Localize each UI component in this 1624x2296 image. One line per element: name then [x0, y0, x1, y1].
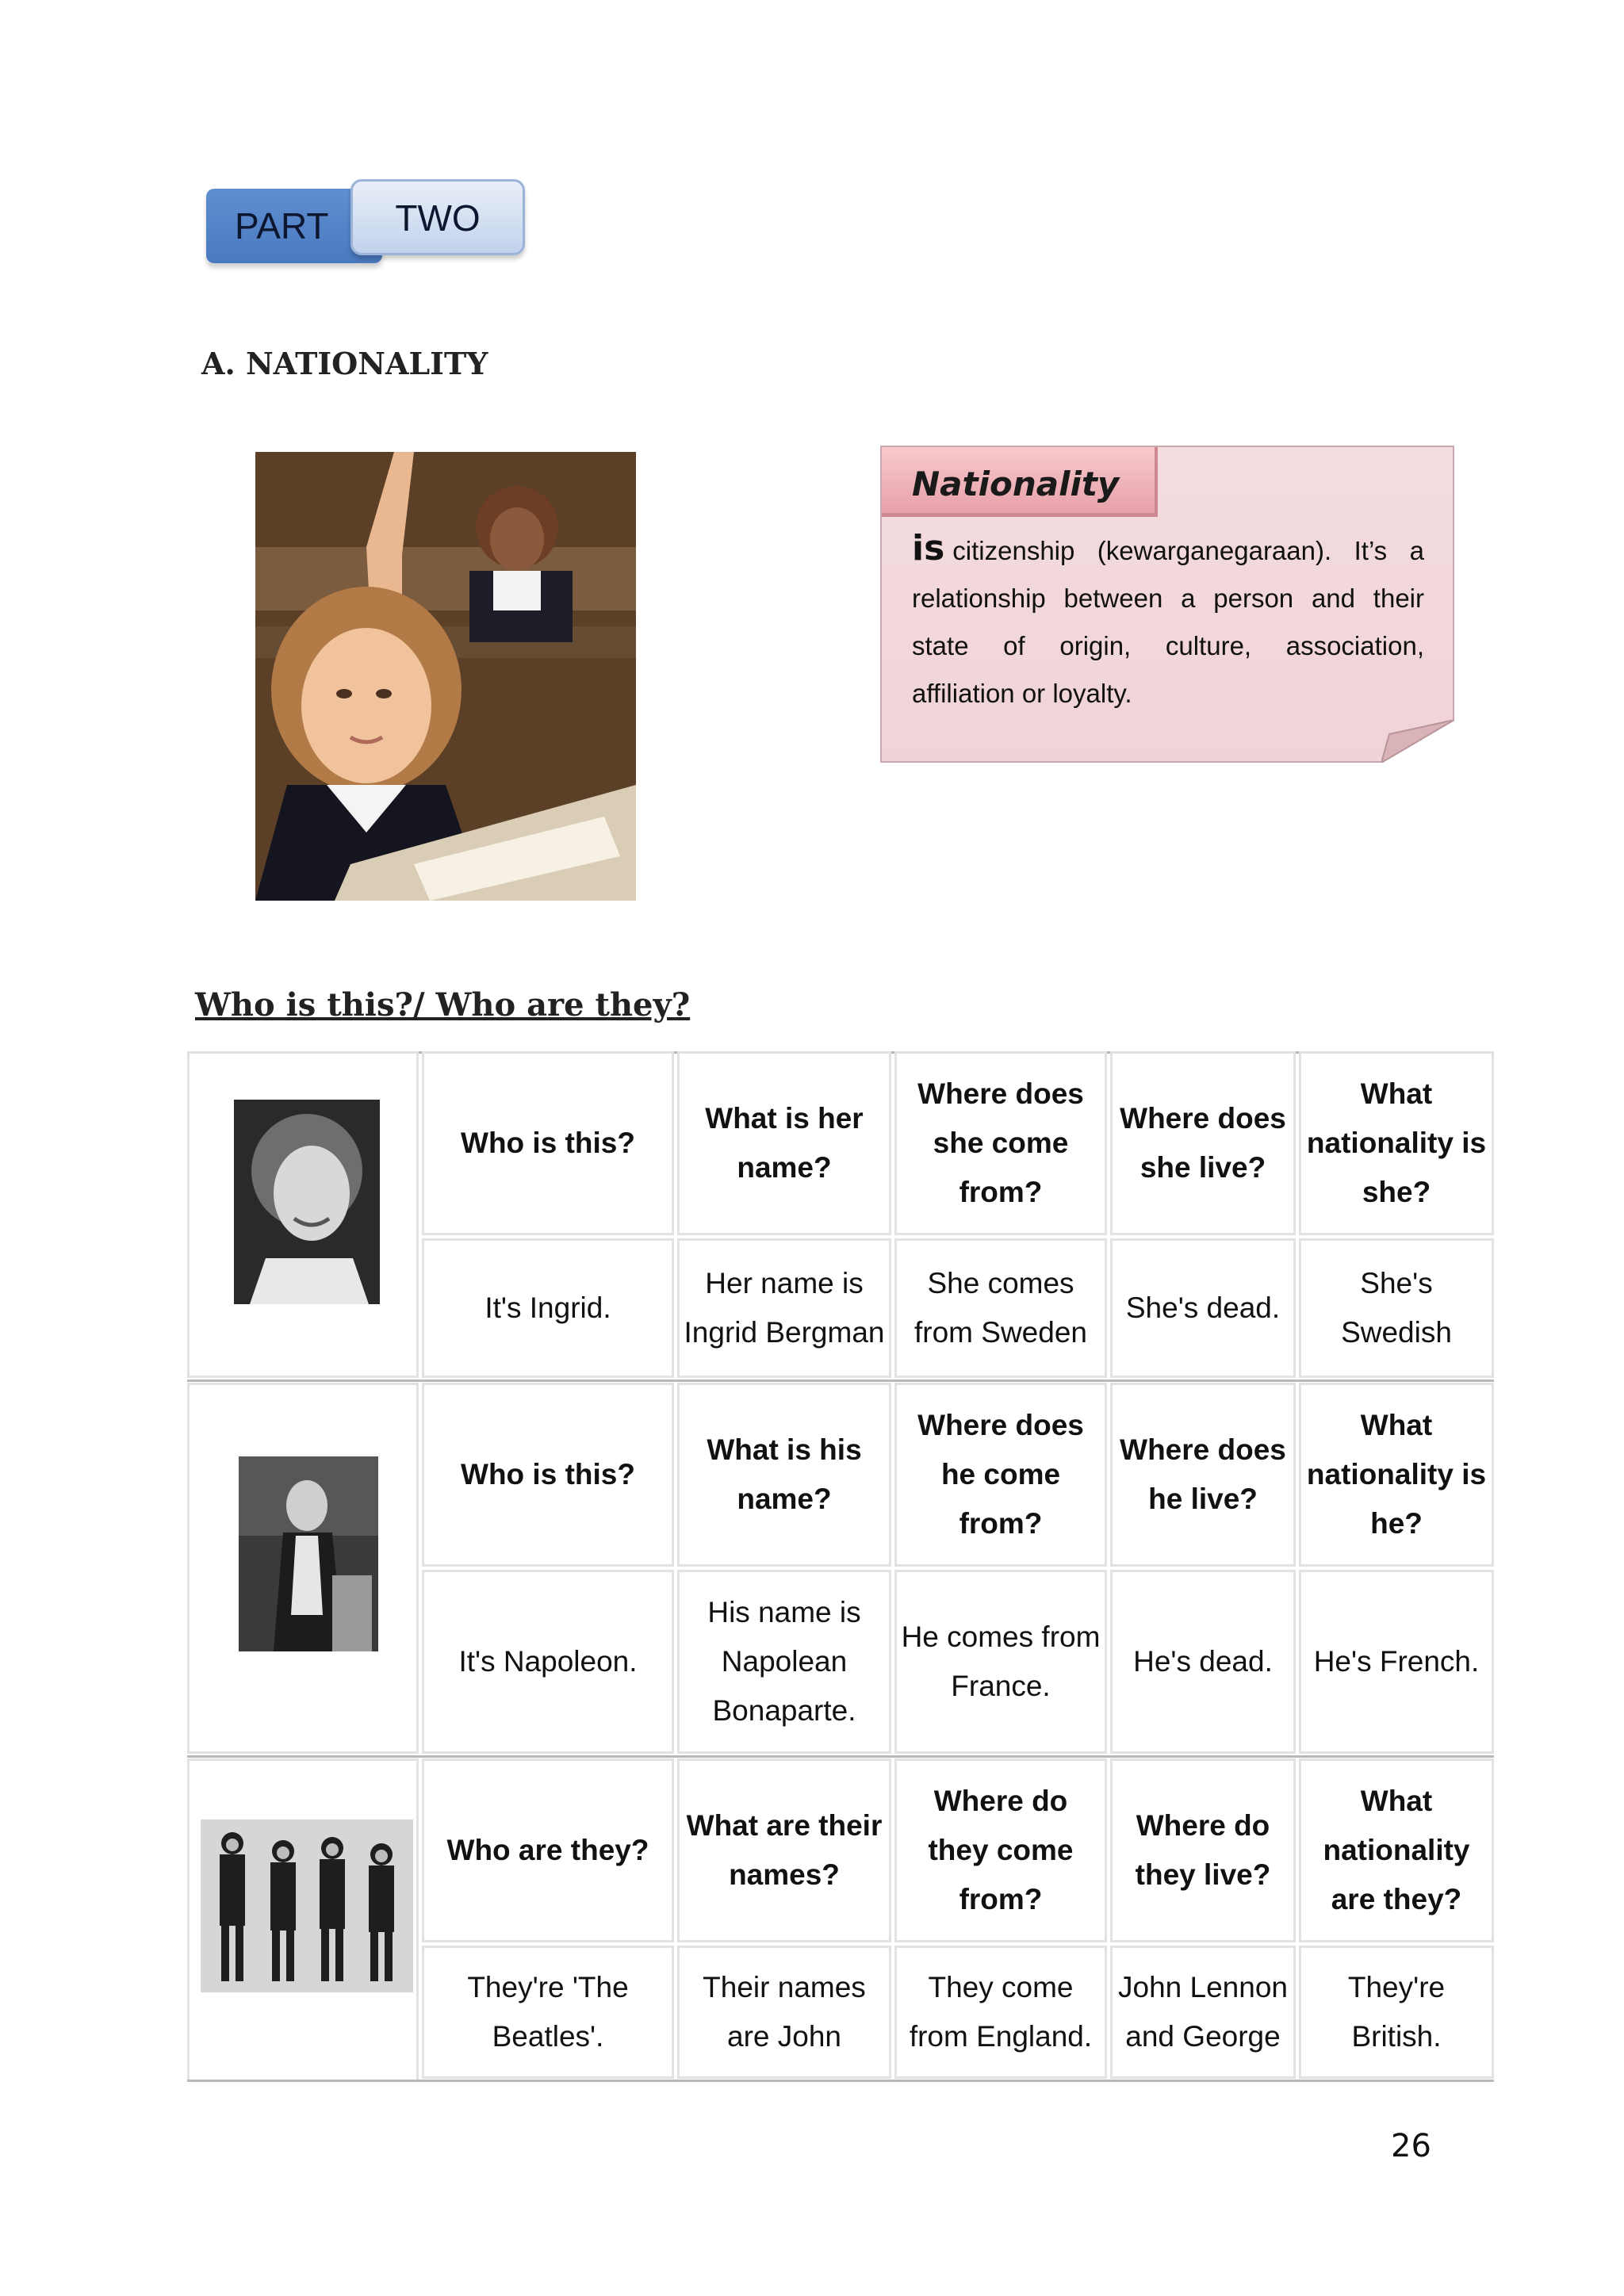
definition-is: is: [912, 528, 945, 568]
answer-cell: They come from England.: [894, 1946, 1107, 2079]
definition-tag: [882, 447, 1158, 517]
question-cell: What is his name?: [677, 1383, 891, 1567]
question-cell: What nationality are they?: [1299, 1758, 1494, 1942]
answer-cell: Her name is Ingrid Bergman: [677, 1238, 891, 1378]
row-divider: [187, 1380, 1494, 1382]
image-cell-ingrid: [187, 1051, 419, 1378]
two-label: TWO: [350, 179, 525, 255]
question-cell: What are their names?: [677, 1758, 891, 1942]
answer-cell: He's dead.: [1110, 1570, 1296, 1754]
answer-cell: They're 'The Beatles'.: [422, 1946, 674, 2079]
section-title: A. NATIONALITY: [201, 346, 488, 381]
nationality-table: [187, 1051, 1494, 2082]
part-two-badge: [203, 179, 528, 273]
answer-cell: She's dead.: [1110, 1238, 1296, 1378]
ingrid-portrait: [234, 1100, 380, 1304]
row-divider: [187, 1755, 1494, 1758]
definition-text: citizenship (kewarganegaraan). It’s a relationship between a person and their state of origin, culture, association, affiliation or loyalty.: [912, 536, 1424, 708]
image-cell-beatles: [187, 1758, 419, 2082]
question-cell: Who is this?: [422, 1383, 674, 1567]
question-cell: Where does he live?: [1110, 1383, 1296, 1567]
napoleon-portrait: [239, 1456, 378, 1651]
page-number: 26: [1391, 2128, 1431, 2164]
question-cell: Where does he come from?: [894, 1383, 1107, 1567]
answer-cell: John Lennon and George: [1110, 1946, 1296, 2079]
table-border: [187, 2080, 1494, 2082]
table-subtitle: Who is this?/ Who are they?: [195, 986, 691, 1024]
question-cell: Where do they live?: [1110, 1758, 1296, 1942]
answer-cell: Their names are John: [677, 1946, 891, 2079]
answer-cell: He comes from France.: [894, 1570, 1107, 1754]
answer-cell: She's Swedish: [1299, 1238, 1494, 1378]
question-cell: What is her name?: [677, 1051, 891, 1235]
definition-term: Nationality: [912, 465, 1120, 503]
classroom-photo: [255, 452, 636, 901]
answer-cell: They're British.: [1299, 1946, 1494, 2079]
question-cell: Where does she live?: [1110, 1051, 1296, 1235]
beatles-photo: [201, 1820, 413, 1992]
answer-cell: He's French.: [1299, 1570, 1494, 1754]
answer-cell: It's Ingrid.: [422, 1238, 674, 1378]
answer-cell: It's Napoleon.: [422, 1570, 674, 1754]
definition-note: [880, 446, 1454, 763]
image-cell-napoleon: [187, 1383, 419, 1754]
question-cell: Who is this?: [422, 1051, 674, 1235]
answer-cell: His name is Napolean Bonaparte.: [677, 1570, 891, 1754]
part-label: PART: [206, 189, 382, 263]
answer-cell: She comes from Sweden: [894, 1238, 1107, 1378]
definition-body: [912, 525, 1424, 718]
question-cell: What nationality is he?: [1299, 1383, 1494, 1567]
question-cell: What nationality is she?: [1299, 1051, 1494, 1235]
question-cell: Who are they?: [422, 1758, 674, 1942]
question-cell: Where does she come from?: [894, 1051, 1107, 1235]
page-curl-icon: [1381, 720, 1454, 763]
question-cell: Where do they come from?: [894, 1758, 1107, 1942]
